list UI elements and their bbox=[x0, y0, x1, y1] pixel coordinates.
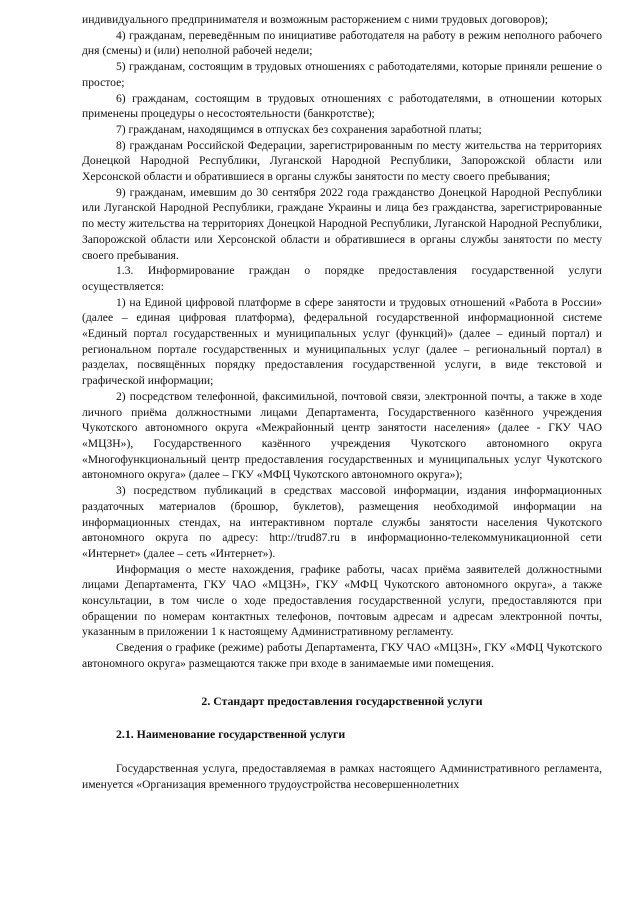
list-item-8: 8) гражданам Российской Федерации, зарегистрированным по месту жительства на территориях Донецкой Народной Республики, Луганской Народной Республики, Запорожской области или Херсонской области и обратившиеся в органы службы занятости по месту своего пребывания; bbox=[82, 138, 602, 184]
list-item-9: 9) гражданам, имевшим до 30 сентября 2022 года гражданство Донецкой Народной Республики или Луганской Народной Республики, граждане Украины и лица без гражданства, зарегистрированные по месту жительства на территориях Донецкой Народной Республики, Луганской Народной Республики, Запорожской области или Херсонской области и обратившиеся в органы службы занятости по месту своего пребывания. bbox=[82, 185, 602, 262]
info-location-paragraph: Информация о месте нахождения, графике работы, часах приёма заявителей должностными лицами Департамента, ГКУ ЧАО «МЦЗН», ГКУ «МФЦ Чукотского автономного округа», а также консультации, в том числе о ходе предоставления государственной услуги, предоставляются при обращении по номерам контактных телефонов, почтовым адресам и адресам электронной почты, указанным в приложении 1 к настоящему Административному регламенту. bbox=[82, 562, 602, 639]
spacer bbox=[82, 743, 602, 761]
list-item-7: 7) гражданам, находящимся в отпусках без сохранения заработной платы; bbox=[116, 122, 482, 136]
spacer bbox=[82, 709, 602, 727]
info-item-2: 2) посредством телефонной, факсимильной, почтовой связи, электронной почты, а также в ходе личного приёма должностными лицами Департамента, Государственного казённого учреждения Чукотского автономного округа «Межрайонный центр занятости населения» (далее - ГКУ ЧАО «МЦЗН»), Государственного казённого учреждения Чукотского автономного округа «Многофункциональный центр предоставления государственных и муниципальных услуг Чукотского автономного округа» (далее – ГКУ «МФЦ Чукотского автономного округа»); bbox=[82, 389, 602, 482]
info-item-3: 3) посредством публикаций в средствах массовой информации, издания информационных раздаточных материалов (брошюр, буклетов), размещения необходимой информации на информационных стендах, на интерактивном портале службы занятости населения Чукотского автономного округа по адресу: http://trud87.ru в информационно-телекоммуникационной сети «Интернет» (далее – сеть «Интернет»). bbox=[82, 484, 602, 560]
list-item-4: 4) гражданам, переведённым по инициативе работодателя на работу в режим неполного рабочего дня (смены) и (или) неполной рабочей недели; bbox=[82, 28, 602, 58]
section-2-1-paragraph: Государственная услуга, предоставляемая в рамках настоящего Административного регламента, именуется «Организация временного трудоустройства несовершеннолетних bbox=[82, 761, 602, 791]
continuation-paragraph: индивидуального предпринимателя и возможным расторжением с ними трудовых договоров); bbox=[82, 13, 549, 26]
info-item-1: 1) на Единой цифровой платформе в сфере занятости и трудовых отношений «Работа в России» (далее – единая цифровая платформа), федеральной государственной информационной системе «Единый портал государственных и муниципальных услуг (функций)» (далее – единый портал) и региональном портале государственных и муниципальных услуг (далее – региональный портал) в разделах, посвящённых порядку предоставления государственной услуги, в виде текстовой и графической информации; bbox=[82, 295, 602, 388]
section-2-heading: 2. Стандарт предоставления государственной услуги bbox=[201, 693, 483, 708]
schedule-info-paragraph: Сведения о графике (режиме) работы Департамента, ГКУ ЧАО «МЦЗН», ГКУ «МФЦ Чукотского автономного округа» размещаются также при входе в занимаемые ими помещения. bbox=[82, 641, 602, 670]
list-item-5: 5) гражданам, состоящим в трудовых отношениях с работодателями, которые приняли решение о простое; bbox=[82, 60, 602, 89]
list-item-6: 6) гражданам, состоящим в трудовых отношениях с работодателями, в отношении которых применены процедуры о несостоятельности (банкротстве); bbox=[82, 91, 602, 121]
section-2-1-heading: 2.1. Наименование государственной услуги bbox=[116, 727, 346, 742]
section-1-3-paragraph: 1.3. Информирование граждан о порядке предоставления государственной услуги осуществляется: bbox=[82, 264, 602, 293]
spacer bbox=[82, 672, 602, 694]
